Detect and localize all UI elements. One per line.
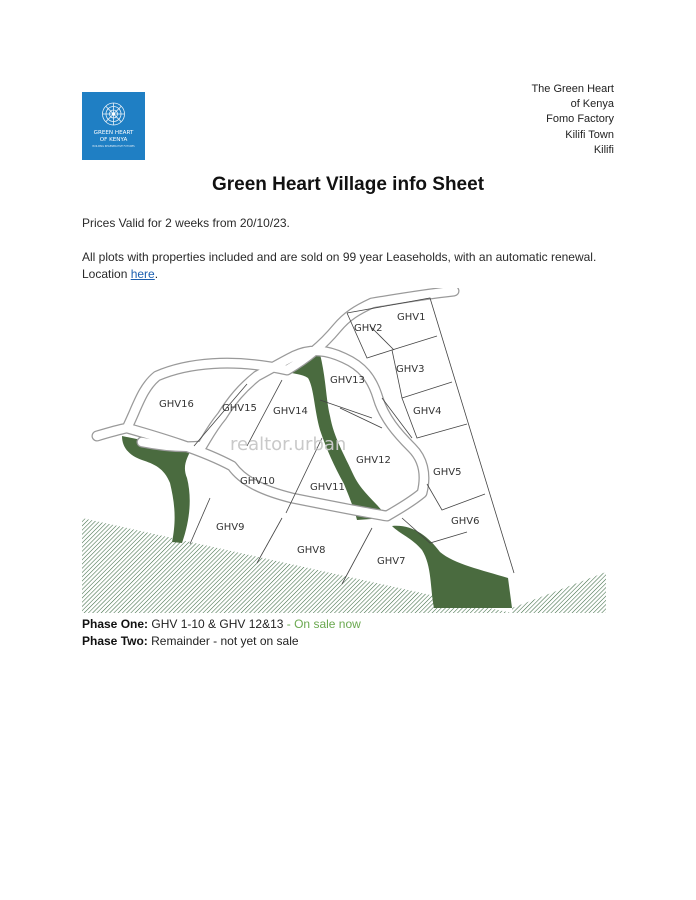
location-prefix: Location	[82, 267, 131, 281]
plot-label: GHV4	[413, 406, 442, 417]
plot-label: GHV2	[354, 323, 383, 334]
phase-two-label: Phase Two:	[82, 634, 148, 648]
address-line: The Green Heart	[531, 83, 614, 95]
address-line: of Kenya	[570, 98, 614, 111]
plot-label: GHV11	[310, 482, 345, 493]
lease-text: All plots with properties included and are sold on 99 year Leaseholds, with an automatic renewal.	[82, 250, 597, 264]
validity-text: Prices Valid for 2 weeks from 20/10/23.	[82, 216, 290, 230]
logo-tagline: BUILDING REGENERATIVE FUTURES	[92, 145, 135, 148]
plot-label: GHV12	[356, 455, 391, 466]
plot-label: GHV16	[159, 399, 194, 410]
phase-one-line	[82, 616, 361, 632]
plot-label: GHV13	[330, 375, 365, 386]
phase-one-status: - On sale now	[286, 617, 361, 631]
phase-two-text: Remainder - not yet on sale	[147, 634, 299, 648]
page-title: Green Heart Village info Sheet	[211, 174, 485, 195]
address-line: Fomo Factory	[546, 113, 614, 126]
logo-line-1: GREEN HEART	[93, 130, 134, 136]
phase-one-plots: GHV 1-10 & GHV 12&13	[148, 617, 287, 631]
plot-label: GHV6	[451, 516, 480, 527]
address-line: Kilifi	[593, 143, 614, 156]
access-road	[97, 291, 454, 516]
location-link[interactable]: here	[130, 267, 155, 281]
plot-label: GHV1	[397, 312, 426, 323]
plot-label: GHV9	[216, 522, 245, 533]
plot-label: GHV10	[240, 476, 275, 487]
plot-label: GHV5	[433, 467, 462, 478]
plot-label: GHV7	[377, 556, 406, 567]
plot-label: GHV15	[222, 403, 257, 414]
phase-two-line	[82, 633, 299, 649]
logo-line-2: OF KENYA	[99, 137, 128, 143]
watermark-text: realtor.urban	[230, 434, 347, 455]
address-line: Kilifi Town	[565, 128, 614, 141]
location-suffix: .	[154, 267, 159, 281]
logo	[82, 92, 145, 160]
plot-label: GHV14	[273, 406, 308, 417]
address-block	[531, 82, 614, 158]
hatched-terrain	[512, 572, 606, 613]
lease-paragraph	[82, 249, 622, 283]
phase-one-label: Phase One:	[82, 617, 149, 631]
plot-label: GHV8	[297, 545, 326, 556]
site-plan-map	[82, 288, 606, 613]
green-heart-emblem-icon	[82, 92, 145, 160]
plot-label: GHV3	[396, 364, 425, 375]
